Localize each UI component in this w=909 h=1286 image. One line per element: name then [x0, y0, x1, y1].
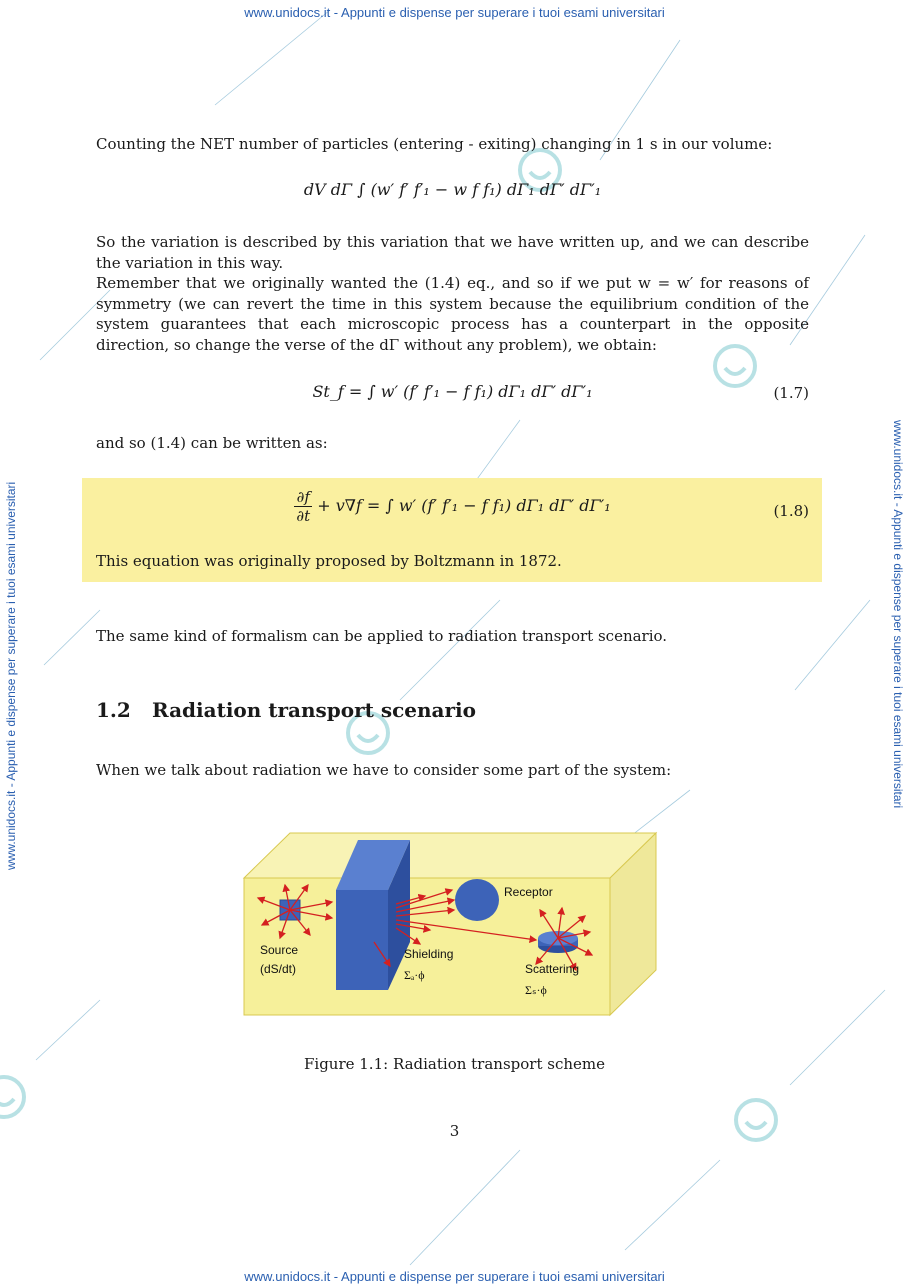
- figure-caption: Figure 1.1: Radiation transport scheme: [303, 1055, 605, 1073]
- section-heading: [96, 698, 476, 722]
- shield-front: [336, 890, 388, 990]
- page-number: 3: [449, 1122, 460, 1140]
- source-rate-label: (dS/dt): [260, 962, 297, 976]
- equation-number-1-8: (1.8): [773, 502, 809, 520]
- volume-box-top: [244, 833, 656, 878]
- paragraph-formalism: The same kind of formalism can be applied to radiation transport scenario.: [96, 627, 668, 645]
- shielding-label: Shielding: [404, 947, 454, 961]
- scattering-label: Scattering: [525, 962, 580, 976]
- fraction-numerator: ∂f: [294, 488, 312, 507]
- scattering-xs-label: Σₛ·ϕ: [525, 983, 547, 997]
- footer-watermark[interactable]: www.unidocs.it - Appunti e dispense per superare i tuoi esami universitari: [244, 1269, 665, 1284]
- right-side-watermark: www.unidocs.it - Appunti e dispense per superare i tuoi esami universitari: [891, 420, 905, 809]
- section-number: 1.2: [96, 698, 131, 722]
- receptor-sphere: [455, 879, 499, 921]
- equation-1-8-body: + v∇f = ∫ w′ (f′ f′₁ − f f₁) dΓ₁ dΓ′ dΓ′₁: [317, 496, 611, 515]
- section-title: Radiation transport scenario: [152, 698, 476, 722]
- equation-1-7: [96, 382, 809, 401]
- equation-net-count: dV dΓ ∫ (w′ f′ f′₁ − w f f₁) dΓ₁ dΓ′ dΓ′₁: [303, 180, 602, 199]
- receptor-label: Receptor: [504, 885, 553, 899]
- partial-derivative-fraction: [294, 488, 312, 525]
- left-side-watermark: www.unidocs.it - Appunti e dispense per superare i tuoi esami universitari: [4, 481, 18, 870]
- radiation-transport-diagram: [240, 830, 660, 1020]
- equation-1-8: [96, 488, 809, 525]
- paragraph-counting: Counting the NET number of particles (entering - exiting) changing in 1 s in our volume:: [96, 135, 773, 153]
- equation-number-1-7: (1.7): [773, 384, 809, 402]
- paragraph-variation: So the variation is described by this variation that we have written up, and we can describe the variation in this way.: [96, 233, 809, 272]
- paragraph-rewrite: and so (1.4) can be written as:: [96, 434, 328, 452]
- paragraph-symmetry: Remember that we originally wanted the (1.4) eq., and so if we put w = w′ for reasons of symmetry (we can revert the time in this system because the equilibrium condition of the system guarantees that each microscopic process has a counterpart in the opposite direction, so change the verse of the dΓ without any problem), we obtain:: [96, 274, 809, 354]
- source-label: Source: [260, 943, 299, 957]
- fraction-denominator: ∂t: [296, 507, 311, 525]
- paragraph-radiation: When we talk about radiation we have to consider some part of the system:: [96, 761, 672, 779]
- header-watermark[interactable]: www.unidocs.it - Appunti e dispense per superare i tuoi esami universitari: [244, 5, 665, 20]
- equation-1-7-body: St_f = ∫ w′ (f′ f′₁ − f f₁) dΓ₁ dΓ′ dΓ′₁: [312, 382, 593, 401]
- shielding-xs-label: Σₐ·ϕ: [404, 968, 425, 982]
- paragraph-boltzmann: This equation was originally proposed by Boltzmann in 1872.: [96, 552, 562, 570]
